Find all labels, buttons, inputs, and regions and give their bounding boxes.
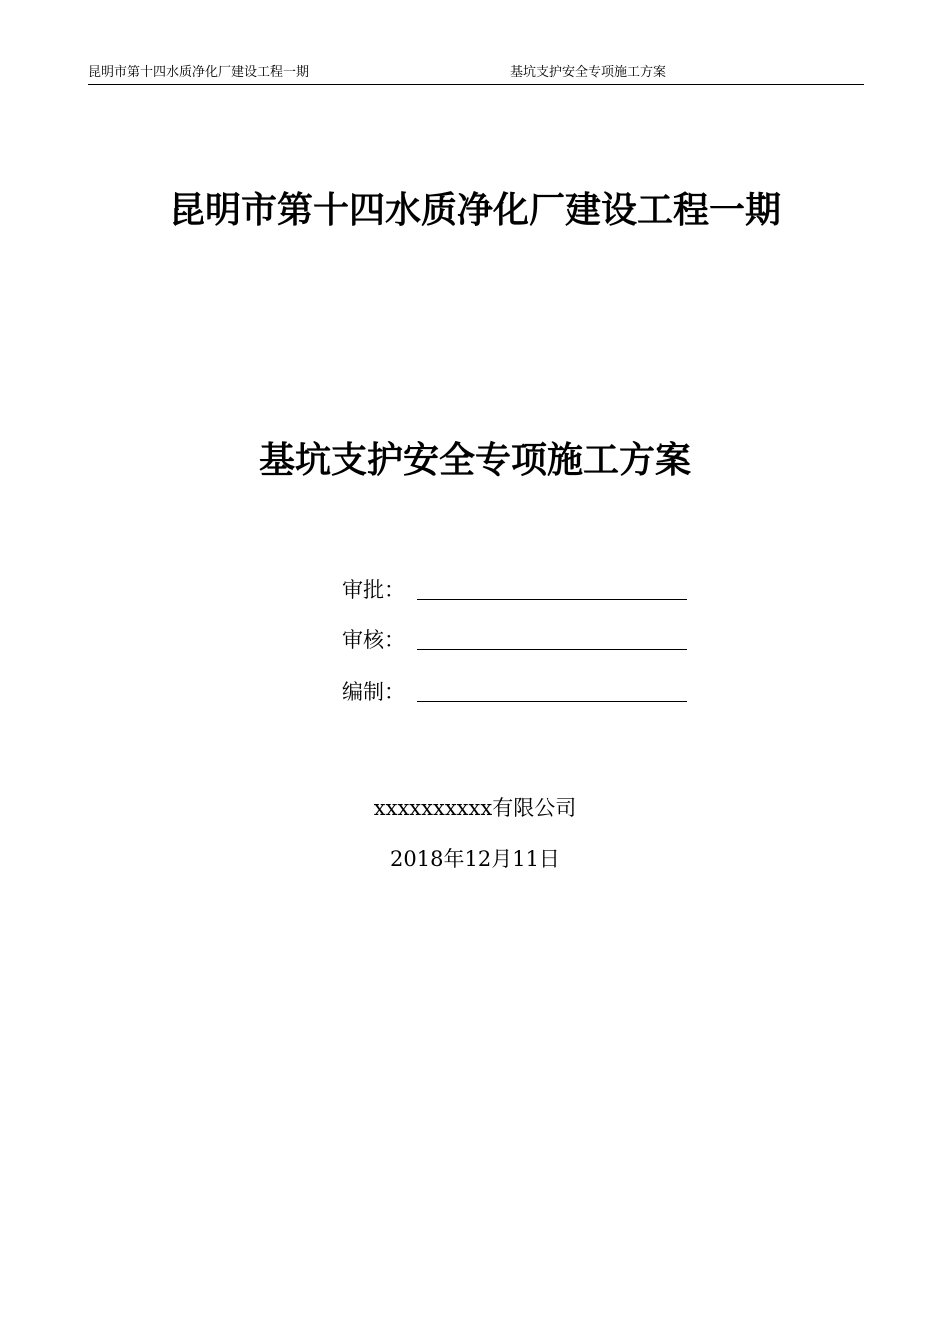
compiler-label: 编制： — [342, 680, 405, 704]
review-label: 审核： — [342, 628, 405, 652]
compiler-signature-line — [417, 701, 687, 702]
approval-label: 审批： — [342, 578, 405, 602]
company-name: xxxxxxxxxx有限公司 — [373, 796, 577, 820]
header-project-name: 昆明市第十四水质净化厂建设工程一期 — [88, 65, 310, 80]
review-row — [342, 624, 702, 656]
header-document-name: 基坑支护安全专项施工方案 — [510, 65, 667, 80]
document-title: 基坑支护安全专项施工方案 — [258, 439, 691, 481]
page-header — [88, 62, 864, 85]
approval-signature-line — [417, 599, 687, 600]
document-date: 2018年12月11日 — [390, 847, 560, 871]
compiler-row — [342, 676, 702, 708]
approval-row — [342, 574, 702, 606]
review-signature-line — [417, 649, 687, 650]
project-title: 昆明市第十四水质净化厂建设工程一期 — [168, 189, 781, 231]
